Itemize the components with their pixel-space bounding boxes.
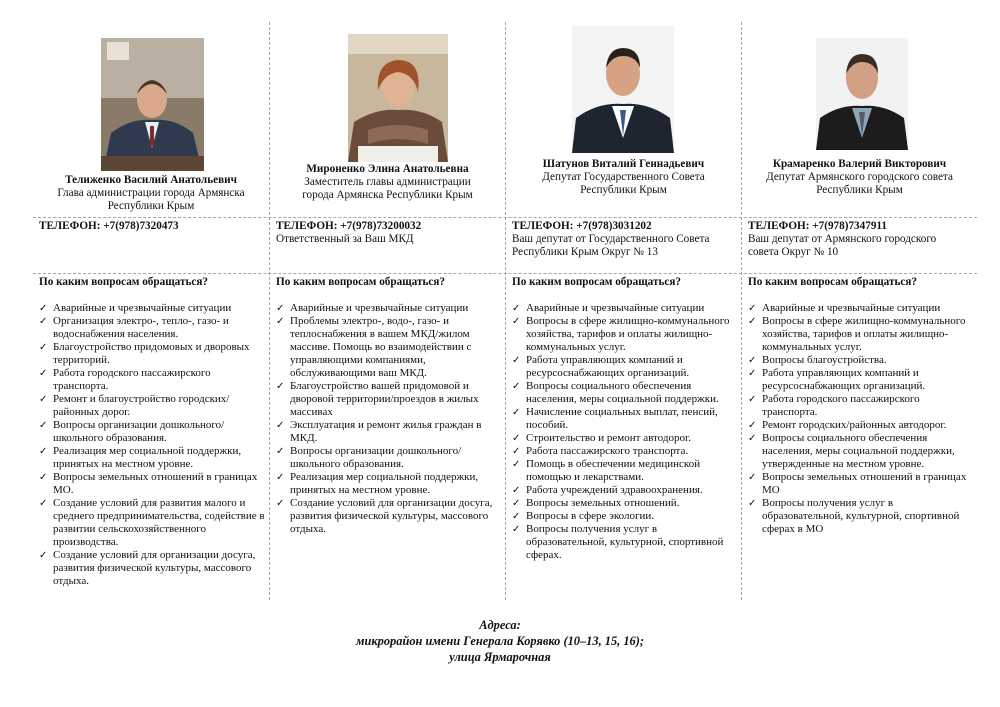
checkmark-icon: ✓ [39, 498, 48, 509]
list-item: ✓ Работа учреждений здравоохранения. [512, 484, 703, 496]
list-item: ✓ Работа пассажирского транспорта. [512, 445, 689, 457]
contact-header [270, 163, 505, 202]
checkmark-icon: ✓ [276, 303, 285, 314]
list-item: ✓ Проблемы электро-, водо-, газо- и теплоснабжения в вашем МКД/жилом массиве. Помощь во взаимодействии с управляющими компаниями, обслуживающими ваш МКД. [276, 315, 472, 379]
topics-list [748, 302, 975, 536]
phone-number[interactable]: ТЕЛЕФОН: +7(978)7320473 [39, 220, 179, 232]
checkmark-icon: ✓ [748, 472, 757, 483]
checkmark-icon: ✓ [276, 472, 285, 483]
list-item: ✓ Реализация мер социальной поддержки, принятых на местном уровне. [39, 445, 242, 470]
checkmark-icon: ✓ [276, 498, 285, 509]
contact-header [742, 158, 977, 197]
contact-role: Ответственный за Ваш МКД [276, 233, 414, 245]
contact-title: Депутат Армянского городского совета Республики Крым [766, 171, 953, 196]
portrait-photo [816, 38, 908, 150]
contact-phone-block [748, 220, 973, 259]
list-item: ✓ Создание условий для организации досуга, развития физической культуры, массового отдыха. [39, 549, 256, 587]
contact-header [506, 158, 741, 197]
checkmark-icon: ✓ [39, 368, 48, 379]
checkmark-icon: ✓ [512, 407, 521, 418]
questions-heading: По каким вопросам обращаться? [512, 276, 681, 288]
checkmark-icon: ✓ [512, 511, 521, 522]
checkmark-icon: ✓ [748, 303, 757, 314]
contact-phone-block [39, 220, 265, 233]
contact-name: Телиженко Василий Анатольевич [65, 174, 237, 186]
questions-heading: По каким вопросам обращаться? [39, 276, 208, 288]
questions-heading: По каким вопросам обращаться? [748, 276, 917, 288]
contact-role: Ваш депутат от Государственного Совета Республики Крым Округ № 13 [512, 233, 710, 258]
contact-name: Шатунов Виталий Геннадьевич [542, 158, 705, 170]
portrait-photo [101, 38, 204, 171]
checkmark-icon: ✓ [512, 485, 521, 496]
checkmark-icon: ✓ [39, 342, 48, 353]
list-item: ✓ Вопросы в сфере жилищно-коммунального хозяйства, тарифов и оплаты жилищно-коммунальных услуг. [748, 315, 966, 353]
topics-list [276, 302, 503, 536]
list-item: ✓ Вопросы земельных отношений в границах МО. [39, 471, 258, 496]
list-item: ✓ Работа городского пассажирского транспорта. [39, 367, 211, 392]
checkmark-icon: ✓ [748, 355, 757, 366]
list-item: ✓ Организация электро-, тепло-, газо- и водоснабжения населения. [39, 315, 229, 340]
checkmark-icon: ✓ [512, 446, 521, 457]
list-item: ✓ Работа управляющих компаний и ресурсоснабжающих организаций. [748, 367, 926, 392]
topics-list [39, 302, 267, 588]
contact-name: Крамаренко Валерий Викторович [772, 158, 947, 170]
contact-title: Депутат Государственного Совета Республики Крым [542, 171, 705, 196]
checkmark-icon: ✓ [39, 420, 48, 431]
list-item: ✓ Аварийные и чрезвычайные ситуации [39, 302, 232, 314]
checkmark-icon: ✓ [512, 524, 521, 535]
checkmark-icon: ✓ [748, 368, 757, 379]
address-line: микрорайон имени Генерала Корявко (10–13, 15, 16); [356, 634, 644, 648]
checkmark-icon: ✓ [748, 433, 757, 444]
checkmark-icon: ✓ [39, 303, 48, 314]
contact-title: Глава администрации города Армянска Республики Крым [57, 187, 245, 212]
list-item: ✓ Вопросы социального обеспечения населения, меры социальной поддержки, утвержденные на местном уровне. [748, 432, 955, 470]
checkmark-icon: ✓ [276, 316, 285, 327]
checkmark-icon: ✓ [276, 420, 285, 431]
list-item: ✓ Вопросы получения услуг в образовательной, культурной, спортивной сферах. [512, 523, 724, 561]
list-item: ✓ Ремонт и благоустройство городских/районных дорог. [39, 393, 230, 418]
phone-number[interactable]: ТЕЛЕФОН: +7(978)7347911 [748, 220, 887, 232]
address-block [0, 617, 1000, 665]
topics-list [512, 302, 739, 562]
contact-column-mironenko [269, 22, 505, 600]
checkmark-icon: ✓ [512, 433, 521, 444]
checkmark-icon: ✓ [512, 355, 521, 366]
list-item: ✓ Реализация мер социальной поддержки, принятых на местном уровне. [276, 471, 479, 496]
phone-number[interactable]: ТЕЛЕФОН: +7(978)3031202 [512, 220, 652, 232]
list-item: ✓ Создание условий для развития малого и среднего предпринимательства, содействие в развитии сельскохозяйственного производства. [39, 497, 265, 548]
checkmark-icon: ✓ [748, 394, 757, 405]
list-item: ✓ Вопросы земельных отношений в границах МО [748, 471, 967, 496]
list-item: ✓ Вопросы получения услуг в образовательной, культурной, спортивной сферах в МО [748, 497, 960, 535]
checkmark-icon: ✓ [39, 316, 48, 327]
list-item: ✓ Ремонт городских/районных автодорог. [748, 419, 947, 431]
list-item: ✓ Вопросы организации дошкольного/школьного образования. [276, 445, 462, 470]
questions-heading: По каким вопросам обращаться? [276, 276, 445, 288]
list-item: ✓ Вопросы в сфере экологии. [512, 510, 655, 522]
list-item: ✓ Благоустройство вашей придомовой и дворовой территории/проездов в жилых массивах [276, 380, 479, 418]
contact-column-kramarenko [741, 22, 977, 600]
contact-role: Ваш депутат от Армянского городского совета Округ № 10 [748, 233, 937, 258]
list-item: ✓ Помощь в обеспечении медицинской помощью и лекарствами. [512, 458, 701, 483]
checkmark-icon: ✓ [512, 498, 521, 509]
checkmark-icon: ✓ [512, 459, 521, 470]
list-item: ✓ Вопросы в сфере жилищно-коммунального хозяйства, тарифов и оплаты жилищно-коммунальных услуг. [512, 315, 730, 353]
checkmark-icon: ✓ [512, 381, 521, 392]
list-item: ✓ Строительство и ремонт автодорог. [512, 432, 691, 444]
phone-number[interactable]: ТЕЛЕФОН: +7(978)73200032 [276, 220, 422, 232]
list-item: ✓ Вопросы социального обеспечения населения, меры социальной поддержки. [512, 380, 719, 405]
checkmark-icon: ✓ [39, 550, 48, 561]
contact-title: Заместитель главы администрации города Армянска Республики Крым [302, 176, 473, 201]
list-item: ✓ Вопросы земельных отношений. [512, 497, 680, 509]
checkmark-icon: ✓ [276, 446, 285, 457]
list-item: ✓ Работа управляющих компаний и ресурсоснабжающих организаций. [512, 354, 690, 379]
list-item: ✓ Вопросы благоустройства. [748, 354, 887, 366]
list-item: ✓ Аварийные и чрезвычайные ситуации [512, 302, 705, 314]
checkmark-icon: ✓ [39, 446, 48, 457]
list-item: ✓ Вопросы организации дошкольного/школьного образования. [39, 419, 225, 444]
list-item: ✓ Эксплуатация и ремонт жилья граждан в МКД. [276, 419, 482, 444]
checkmark-icon: ✓ [39, 472, 48, 483]
list-item: ✓ Благоустройство придомовых и дворовых территорий. [39, 341, 250, 366]
checkmark-icon: ✓ [748, 498, 757, 509]
portrait-photo [572, 26, 674, 153]
list-item: ✓ Работа городского пассажирского транспорта. [748, 393, 920, 418]
checkmark-icon: ✓ [512, 303, 521, 314]
portrait-photo [348, 34, 448, 162]
contacts-grid [33, 22, 977, 600]
checkmark-icon: ✓ [39, 394, 48, 405]
checkmark-icon: ✓ [276, 381, 285, 392]
contact-phone-block [512, 220, 737, 259]
checkmark-icon: ✓ [748, 316, 757, 327]
list-item: ✓ Аварийные и чрезвычайные ситуации [748, 302, 941, 314]
list-item: ✓ Аварийные и чрезвычайные ситуации [276, 302, 469, 314]
address-heading: Адреса: [479, 618, 521, 632]
checkmark-icon: ✓ [512, 316, 521, 327]
contact-phone-block [276, 220, 501, 246]
checkmark-icon: ✓ [748, 420, 757, 431]
contact-column-teliженко [33, 22, 269, 600]
address-line: улица Ярмарочная [449, 650, 551, 664]
list-item: ✓ Создание условий для организации досуга, развития физической культуры, массового отдыха. [276, 497, 493, 535]
contact-header [33, 174, 269, 213]
list-item: ✓ Начисление социальных выплат, пенсий, пособий. [512, 406, 718, 431]
contact-name: Мироненко Элина Анатольевна [306, 163, 469, 175]
contact-column-shatunov [505, 22, 741, 600]
